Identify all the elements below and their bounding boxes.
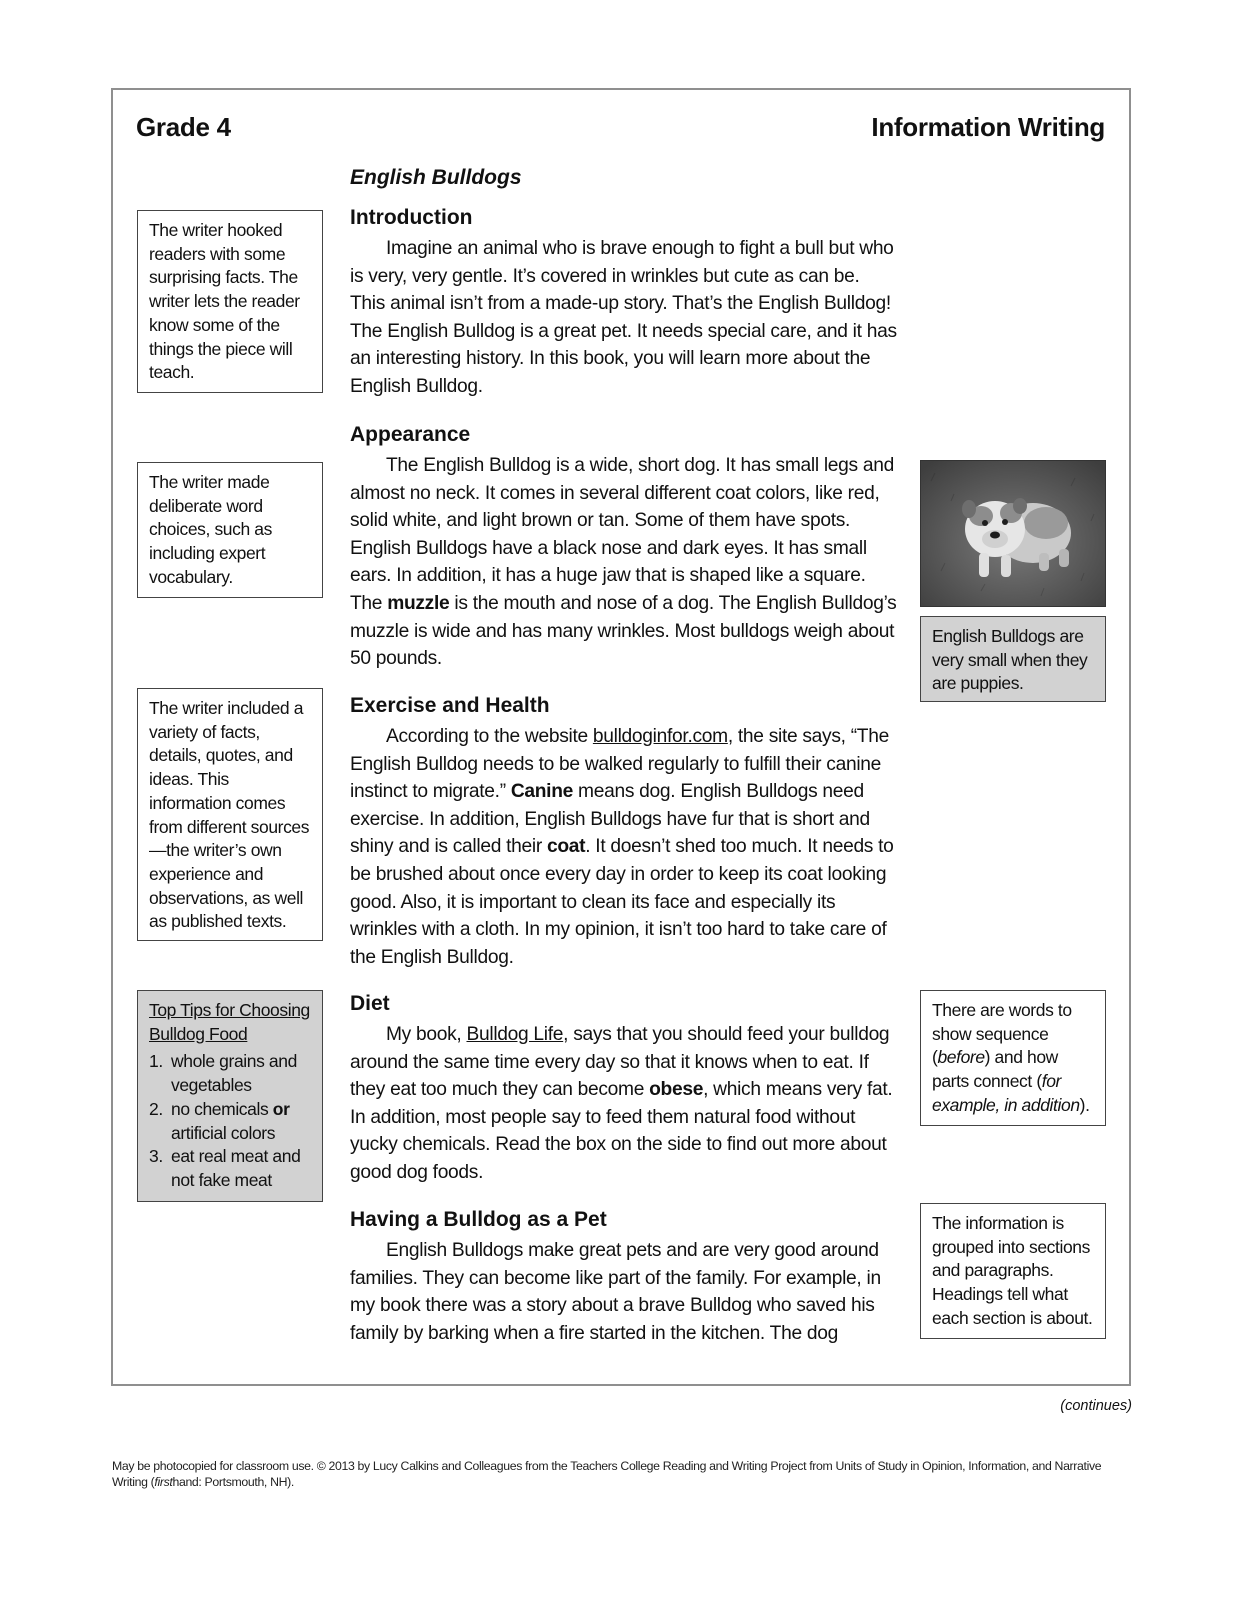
note-grouped: The information is grouped into sections and paragraphs. Headings tell what each section is about.: [920, 1203, 1106, 1339]
list-item: 1. whole grains and vegetables: [149, 1051, 297, 1096]
section-body: English Bulldogs make great pets and are very good around families. They can become like part of the family. For example, in my book there was a story about a brave Bulldog who saved his family by barking when a fire started in the kitchen. The dog: [350, 1240, 881, 1344]
section-body: The English Bulldog is a wide, short dog. It has small legs and almost no neck. It comes in several different coat colors, like red, solid white, and light brown or tan. Some of them have spots. English Bulldogs have a black nose and dark eyes. It has small ears. In addition, it has a huge jaw that is shaped like a square. The muzzle is the mouth and nose of a dog. The English Bulldog’s muzzle is wide and has many wrinkles. Most bulldogs weigh about 50 pounds.: [350, 455, 897, 670]
section-body: Imagine an animal who is brave enough to fight a bull but who is very, very gentle. It’s covered in wrinkles but cute as can be. This animal isn’t from a made-up story. That’s the English Bulldog! The English Bulldog is a great pet. It needs special care, and it has an interesting history. In this book, you will learn more about the English Bulldog.: [350, 238, 897, 397]
section-pet: [350, 1208, 898, 1347]
list-item: 2. no chemicals or artificial colors: [149, 1098, 290, 1143]
section-heading: Exercise and Health: [350, 694, 550, 717]
vocab-term: Canine: [510, 781, 573, 803]
note-sequence: There are words to show sequence (before) and how parts connect (for example, in addition).: [920, 990, 1106, 1126]
continues-label: (continues): [1060, 1398, 1132, 1414]
copyright-footer: May be photocopied for classroom use. © 2013 by Lucy Calkins and Colleagues from the Teachers College Reading and Writing Project from Units of Study in Opinion, Information, and Narrative Writing (firsthand: Portsmouth, NH).: [112, 1459, 1102, 1489]
vocab-term: obese: [649, 1079, 704, 1101]
grade-label: Grade 4: [136, 112, 231, 142]
list-item: 3. eat real meat and not fake meat: [149, 1146, 301, 1190]
section-exercise: [350, 694, 898, 971]
tips-list: [149, 1050, 312, 1192]
note-word-choice: The writer made deliberate word choices, such as including expert vocabulary.: [137, 462, 323, 598]
section-diet: [350, 992, 898, 1187]
section-body: My book, Bulldog Life, says that you should feed your bulldog around the same time every day so that it knows when to eat. If they eat too much they can become obese, which means very fat. In addition, most people say to feed them natural food without yucky chemicals. Read the box on the side to find out more about good dog foods.: [350, 1024, 893, 1183]
note-variety: The writer included a variety of facts, details, quotes, and ideas. This information comes from different sources—the writer’s own experience and observations, as well as published texts.: [137, 688, 323, 941]
section-heading: Diet: [350, 992, 390, 1015]
note-hook: The writer hooked readers with some surprising facts. The writer lets the reader know some of the things the piece will teach.: [137, 210, 323, 393]
section-introduction: [350, 206, 898, 401]
section-body: According to the website bulldoginfor.com, the site says, “The English Bulldog needs to be walked regularly to fulfill their canine instinct to migrate.” Canine means dog. English Bulldogs need exercise. In addition, English Bulldogs have fur that is short and shiny and is called their coat. It doesn’t shed too much. It needs to be brushed about once every day in order to keep its coat looking good. Also, it is important to clean its face and especially its wrinkles with a cloth. In my opinion, it isn’t too hard to take care of the English Bulldog.: [350, 726, 894, 968]
document-title: English Bulldogs: [350, 166, 522, 189]
vocab-term: coat: [546, 836, 586, 858]
bulldog-puppy-photo: [920, 460, 1106, 607]
vocab-term: muzzle: [387, 592, 450, 614]
website-link[interactable]: bulldoginfor.com: [592, 726, 728, 747]
book-title-link: Bulldog Life: [466, 1024, 564, 1045]
bulldog-puppy-image: [921, 461, 1106, 607]
tips-box: [137, 990, 323, 1202]
photo-caption: English Bulldogs are very small when they are puppies.: [920, 616, 1106, 702]
tips-title: Top Tips for Choosing Bulldog Food: [149, 1000, 310, 1044]
section-appearance: [350, 423, 898, 673]
writing-type-label: Information Writing: [871, 112, 1105, 142]
section-heading: Having a Bulldog as a Pet: [350, 1208, 607, 1231]
section-heading: Introduction: [350, 206, 473, 229]
section-heading: Appearance: [350, 423, 471, 446]
